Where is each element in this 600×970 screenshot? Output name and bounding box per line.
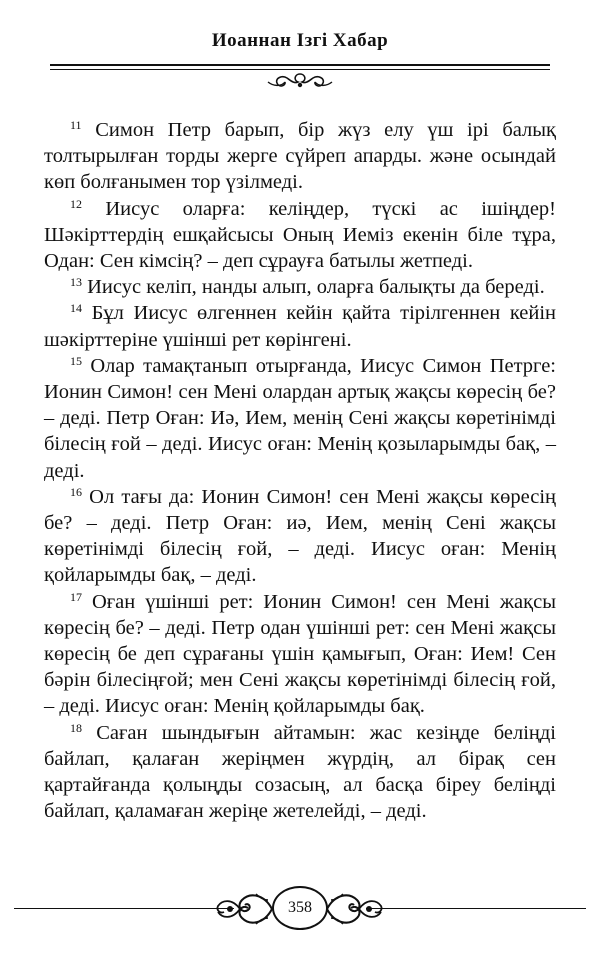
verse-number: 18 [70, 720, 82, 735]
footer-ornament-right-icon [325, 888, 387, 930]
verse-12 [44, 196, 556, 275]
verse-number: 13 [70, 275, 82, 290]
verse-text: Ол тағы да: Ионин Симон! сен Мені жақсы көресің бе? – деді. Петр Оған: иә, Ием, менің Сені жақсы көретінімді білесің ғой, – деді. Иисус оған: Менің қойларымды бақ, – деді. [44, 485, 556, 587]
page-footer [0, 882, 600, 936]
page-number-frame [272, 886, 328, 930]
verse-13 [44, 274, 556, 300]
chapter-body [44, 117, 556, 824]
verse-11 [44, 117, 556, 196]
verse-number: 12 [70, 196, 82, 211]
verse-16 [44, 484, 556, 589]
page-number: 358 [288, 899, 312, 916]
header-rule-thick [50, 64, 550, 66]
footer-rule-right [366, 908, 586, 909]
verse-18 [44, 720, 556, 825]
verse-text: Иисус оларға: келіңдер, түскі ас ішіңдер! Шәкірттердің ешқайсысы Оның Иеміз екенін біле тұра, Одан: Сен кімсің? – деп сұрауға батылы жетпеді. [44, 197, 556, 273]
verse-text: Олар тамақтанып отырғанда, Иисус Симон Петрге: Ионин Симон! сен Мені олардан артық жақсы көресің бе? – деді. Петр Оған: Иә, Ием, менің Сені жақсы көретінімді білесің ғой – деді. Иисус оған: Менің қозыларымды бақ, – деді. [44, 354, 556, 482]
verse-15 [44, 353, 556, 484]
verse-number: 11 [70, 118, 82, 132]
verse-text: Иисус келіп, нанды алып, оларға балықты да береді. [82, 276, 545, 299]
verse-number: 15 [70, 353, 82, 368]
footer-rule-left [14, 908, 234, 909]
verse-number: 16 [70, 484, 82, 499]
verse-17 [44, 589, 556, 720]
running-header-title: Иоаннан Ізгі Хабар [211, 30, 389, 51]
verse-text: Оған үшінші рет: Ионин Симон! сен Мені жақсы көресің бе? – деді. Петр одан үшінші рет: сен Мені жақсы көресің бе деп сұрағаны үшін қамығып, Оған: Ием! Сен бәрін білесіңғой; мен Сені жақсы көретінімді білесің ғой, – деді. Иисус оған: Менің қойларымды бақ. [44, 590, 556, 718]
verse-14 [44, 300, 556, 352]
verse-number: 17 [70, 589, 82, 604]
verse-text: Симон Петр барып, бір жүз елу үш ірі балық толтырылған торды жерге сүйреп апарды. және осындай көп болғанымен тор үзілмеді. [44, 119, 556, 194]
verse-text: Саған шындығын айтамын: жас кезіңде беліңді байлап, қалаған жеріңмен жүрдің, ал бірақ сен қартайғанда қолыңды созасың, ал басқа біреу беліңді байлап, қаламаған жеріңе жетелейді, – деді. [44, 721, 556, 823]
verse-number: 14 [70, 301, 82, 316]
header-ornament-icon [265, 70, 335, 92]
footer-ornament-left-icon [212, 888, 274, 930]
verse-text: Бұл Иисус өлгеннен кейін қайта тірілгеннен кейін шәкірттеріне үшінші рет көрінгені. [44, 302, 556, 351]
